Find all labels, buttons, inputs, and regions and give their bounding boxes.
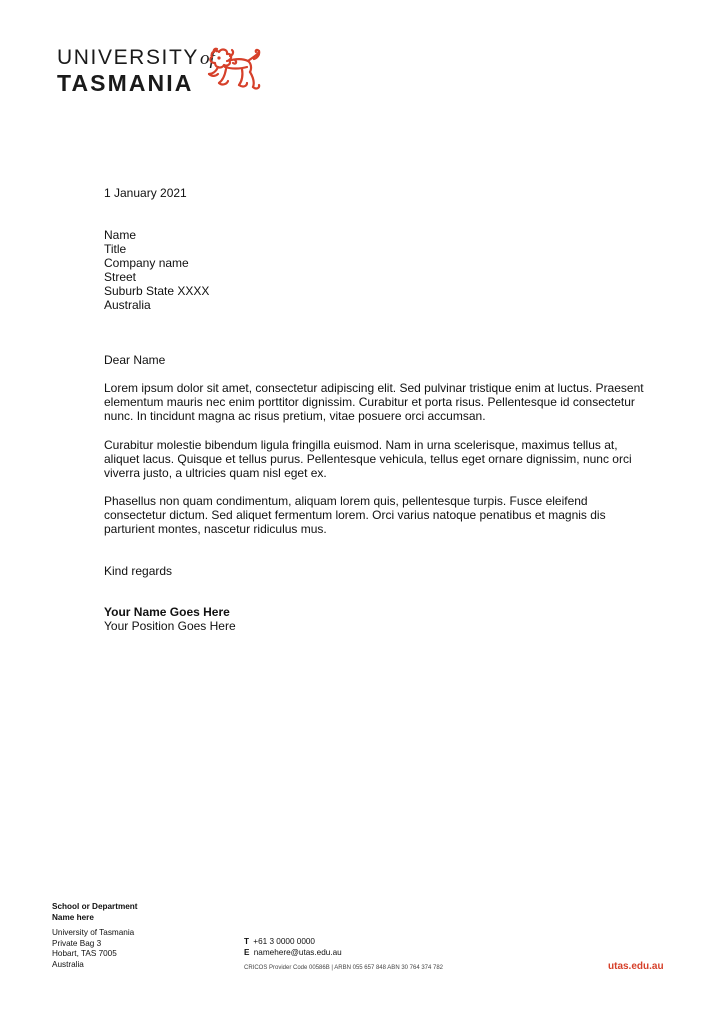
body-paragraph: Lorem ipsum dolor sit amet, consectetur adipiscing elit. Sed pulvinar tristique enim at luctus. Praesent elementum mauris nec enim porttitor dignissim. Curabitur et porta risus. Pellentesque id consectetur nunc. In tincidunt magna ac risus pretium, vitae posuere orci accumsan. [104, 381, 644, 424]
body-paragraph: Phasellus non quam condimentum, aliquam lorem quis, pellentesque turpis. Fusce eleifend consectetur dictum. Sed aliquet fermentum lorem. Orci varius natoque penatibus et magnis dis parturient montes, nascetur ridiculus mus. [104, 494, 606, 537]
footer-address-line: Private Bag 3 [52, 938, 102, 948]
signature-name: Your Name Goes Here [104, 605, 230, 619]
lion-crest-icon [206, 47, 262, 95]
footer-name-here: Name here [52, 912, 94, 922]
email-label: E [244, 948, 250, 957]
footer-cricos: CRICOS Provider Code 00586B | ARBN 055 657 848 ABN 30 764 374 782 [244, 965, 444, 971]
footer-email[interactable]: namehere@utas.edu.au [253, 948, 342, 957]
footer-address-line: University of Tasmania [52, 928, 135, 937]
footer-website-link[interactable]: utas.edu.au [608, 961, 664, 972]
footer-phone: +61 3 0000 0000 [253, 937, 315, 946]
footer-contact [244, 936, 342, 958]
recipient-street: Street [104, 270, 137, 284]
recipient-company: Company name [104, 256, 189, 270]
university-logo [57, 47, 215, 95]
logo-tasmania-text: TASMANIA [57, 70, 194, 96]
recipient-suburb: Suburb State XXXX [104, 284, 210, 298]
signature-position: Your Position Goes Here [104, 619, 236, 633]
closing: Kind regards [104, 564, 173, 578]
logo-university-text: UNIVERSITY [57, 46, 200, 69]
recipient-country: Australia [104, 298, 151, 312]
footer-department: School or Department [52, 902, 138, 911]
salutation: Dear Name [104, 353, 166, 367]
footer-address-line: Australia [52, 959, 84, 969]
footer-sender-address [52, 902, 138, 970]
recipient-address [104, 228, 644, 312]
logo-of-text: of [200, 48, 215, 69]
recipient-name: Name [104, 228, 137, 242]
phone-label: T [244, 937, 250, 946]
footer-address-line: Hobart, TAS 7005 [52, 949, 117, 958]
recipient-title: Title [104, 242, 127, 256]
body-paragraph: Curabitur molestie bibendum ligula fringilla euismod. Nam in urna scelerisque, maximus tellus at, aliquet lacus. Quisque et tellus purus. Pellentesque vehicula, tellus eget ornare dignissim, nunc orci viverra justo, a ultricies quam nisl eget ex. [104, 438, 632, 481]
letter-date: 1 January 2021 [104, 186, 187, 200]
